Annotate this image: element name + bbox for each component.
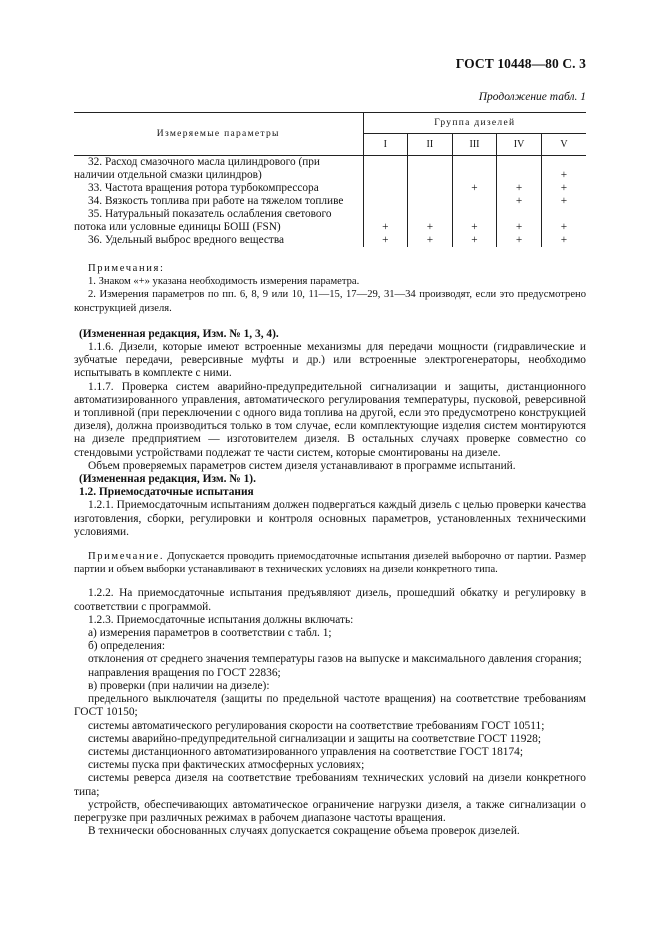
measurement-mark: +	[408, 208, 453, 234]
group-label: IV	[497, 134, 542, 156]
measurement-mark: +	[541, 156, 586, 183]
measurement-mark	[363, 195, 408, 208]
measurement-mark	[408, 182, 453, 195]
list-item-a: а) измерения параметров в соответствии с табл. 1;	[88, 627, 332, 640]
parameters-table	[74, 112, 586, 247]
clause-1-1-6: 1.1.6. Дизели, которые имеют встроенные механизмы для передачи мощности (гидравлические и зубчатые передачи, реверсивные муфты и др.) или встроенные электрогенераторы, необходимо испытывать в комплекте с ними.	[74, 341, 586, 380]
revision-note: (Измененная редакция, Изм. № 1).	[79, 473, 256, 486]
final-paragraph: В технически обоснованных случаях допускается сокращение объема проверок дизелей.	[88, 825, 520, 838]
measurement-mark: +	[408, 234, 453, 247]
parameter-label: 35. Натуральный показатель ослабления светового потока или условные единицы БОШ (FSN)	[74, 208, 332, 233]
list-item-c6: системы реверса дизеля на соответствие требованиям технических условий на дизели конкретного типа;	[74, 772, 586, 798]
list-item-c2: системы автоматического регулирования скорости на соответствие требованиям ГОСТ 10511;	[88, 719, 545, 732]
clause-1-2-1: 1.2.1. Приемосдаточным испытаниям должен подвергаться каждый дизель с целью проверки качества изготовления, сборки, регулировки и контроля основных параметров, установленных техническими условиями.	[74, 499, 586, 538]
measurement-mark: +	[452, 208, 497, 234]
measurement-mark	[497, 156, 542, 183]
list-item-c5: системы пуска при фактических атмосферных условиях;	[88, 759, 365, 772]
measurement-mark: +	[541, 234, 586, 247]
list-item-c4: системы дистанционного автоматизированного управления на соответствие ГОСТ 18174;	[88, 745, 524, 758]
list-item-c1: предельного выключателя (защиты по предельной частоте вращения) на соответствие требованиям ГОСТ 10150;	[74, 693, 586, 719]
table-continuation-label: Продолжение табл. 1	[478, 91, 586, 103]
clause-1-1-7-scope: Объем проверяемых параметров систем дизеля устанавливают в программе испытаний.	[88, 459, 516, 472]
group-label: II	[408, 134, 453, 156]
table-row	[74, 234, 586, 247]
page-header: ГОСТ 10448—80 С. 3	[455, 56, 586, 71]
clause-1-1-7: 1.1.7. Проверка систем аварийно-предупредительной сигнализации и защиты, дистанционного автоматизированного управления, автоматического регулирования температуры, пусковой, реверсивной и топливной (при переключении с одного вида топлива на другой, если это предусмотрено конструкцией дизеля), должна производиться только в том случае, если комплектующие изделия систем монтируются на дизеле предприятием — изготовителем дизеля. В остальных случаях проверке совместно со стендовыми устройствами подлежат те части систем, которые смонтированы на дизеле.	[74, 380, 586, 459]
list-item-c3: системы аварийно-предупредительной сигнализации и защиты на соответствие ГОСТ 11928;	[88, 732, 542, 745]
measurement-mark: +	[452, 182, 497, 195]
measurement-mark: +	[497, 182, 542, 195]
measurement-mark: +	[497, 234, 542, 247]
measurement-mark	[452, 156, 497, 183]
note-1: 1. Знаком «+» указана необходимость измерения параметра.	[88, 276, 360, 288]
measurement-mark	[452, 195, 497, 208]
measurement-mark: +	[541, 208, 586, 234]
list-item-c: в) проверки (при наличии на дизеле):	[88, 679, 270, 692]
section-heading-1-2: 1.2. Приемосдаточные испытания	[79, 486, 254, 499]
parameter-label: 32. Расход смазочного масла цилиндрового (при наличии отдельной смазки цилиндров)	[74, 156, 320, 181]
clause-1-2-3: 1.2.3. Приемосдаточные испытания должны включать:	[88, 613, 354, 626]
measurement-mark: +	[497, 195, 542, 208]
parameter-label: 36. Удельный выброс вредного вещества	[88, 234, 285, 246]
parameter-label: 34. Вязкость топлива при работе на тяжелом топливе	[88, 195, 344, 207]
list-item-b: б) определения:	[88, 640, 166, 653]
group-column-header: Группа дизелей	[363, 113, 586, 134]
notes-title: Примечания:	[88, 263, 165, 274]
revision-note: (Измененная редакция, Изм. № 1, 3, 4).	[79, 327, 279, 340]
group-label: V	[541, 134, 586, 156]
note-sampling: Примечание. Допускается проводить приемосдаточные испытания дизелей выборочно от партии. Размер партии и объем выборки устанавливают в технических условиях на дизели конкретного типа.	[74, 551, 586, 576]
clause-1-2-2: 1.2.2. На приемосдаточные испытания предъявляют дизель, прошедший обкатку и регулировку в соответствии с программой.	[74, 587, 586, 613]
parameter-label: 33. Частота вращения ротора турбокомпрессора	[88, 182, 319, 194]
measurement-mark: +	[541, 195, 586, 208]
document-body	[74, 262, 586, 838]
measurement-mark: +	[452, 234, 497, 247]
table-row	[74, 182, 586, 195]
measurement-mark	[408, 195, 453, 208]
list-item-b2: направления вращения по ГОСТ 22836;	[88, 666, 281, 679]
measurement-mark	[363, 182, 408, 195]
list-item-b1: отклонения от среднего значения температуры газов на выпуске и максимального давления сгорания;	[88, 653, 582, 666]
table-row	[74, 156, 586, 183]
measurement-mark	[363, 156, 408, 183]
group-label: I	[363, 134, 408, 156]
table-row	[74, 208, 586, 234]
list-item-c7: устройств, обеспечивающих автоматическое ограничение нагрузки дизеля, а также сигнализации о перегрузке при различных режимах в рабочем диапазоне частоты вращения.	[74, 798, 586, 824]
table-row	[74, 195, 586, 208]
measurement-mark: +	[541, 182, 586, 195]
param-column-header: Измеряемые параметры	[74, 113, 363, 156]
measurement-mark: +	[363, 234, 408, 247]
note-2: 2. Измерения параметров по пп. 6, 8, 9 или 10, 11—15, 17—29, 31—34 производят, если это предусмотрено конструкцией дизеля.	[74, 289, 586, 314]
measurement-mark: +	[497, 208, 542, 234]
measurement-mark	[408, 156, 453, 183]
group-label: III	[452, 134, 497, 156]
measurement-mark: +	[363, 208, 408, 234]
